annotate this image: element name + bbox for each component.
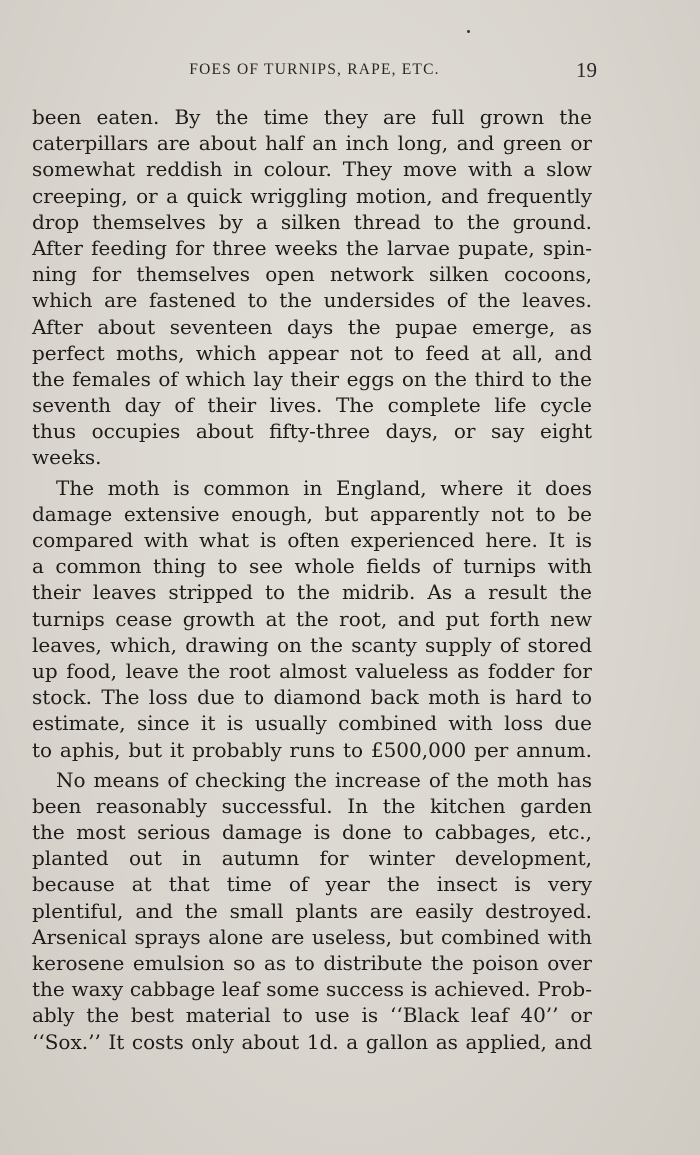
text-line: which are fastened to the undersides of the leaves. — [32, 288, 592, 313]
page-header — [32, 58, 597, 88]
text-line: the females of which lay their eggs on the third to the — [32, 366, 592, 391]
text-line: ably the best material to use is ‘‘Black leaf 40’’ or — [32, 1003, 592, 1028]
text-line: The moth is common in England, where it does — [56, 475, 592, 500]
text-line: the waxy cabbage leaf some success is achieved. Prob- — [32, 977, 592, 1002]
paragraph-1 — [32, 104, 592, 471]
text-line: their leaves stripped to the midrib. As a result the — [32, 580, 592, 605]
text-line: stock. The loss due to diamond back moth is hard to — [32, 685, 592, 710]
text-line: up food, leave the root almost valueless as fodder for — [32, 658, 592, 683]
text-line: drop themselves by a silken thread to the ground. — [32, 209, 592, 234]
text-line: because at that time of year the insect is very — [32, 872, 592, 897]
text-line: leaves, which, drawing on the scanty supply of stored — [32, 632, 592, 657]
text-line: No means of checking the increase of the moth has — [56, 767, 592, 792]
text-line: After about seventeen days the pupae emerge, as — [32, 314, 592, 339]
text-line: been eaten. By the time they are full grown the — [32, 105, 592, 129]
text-line: a common thing to see whole fields of turnips with — [32, 554, 592, 579]
text-line: somewhat reddish in colour. They move with a slow — [32, 157, 592, 182]
text-line: ‘‘Sox.’’ It costs only about 1d. a gallon as applied, and — [32, 1029, 592, 1054]
text-line: perfect moths, which appear not to feed at all, and — [32, 340, 592, 365]
text-line: planted out in autumn for winter development, — [32, 846, 592, 871]
text-line: plentiful, and the small plants are easily destroyed. — [32, 898, 592, 923]
text-line: kerosene emulsion so as to distribute the poison over — [32, 951, 592, 975]
text-line: estimate, since it is usually combined with loss due — [32, 711, 592, 736]
text-line: damage extensive enough, but apparently not to be — [32, 501, 592, 526]
text-line: to aphis, but it probably runs to £500,000 per annum. — [32, 737, 592, 762]
text-line: creeping, or a quick wriggling motion, and frequently — [32, 183, 592, 208]
text-line: seventh day of their lives. The complete life cycle — [32, 393, 592, 418]
text-line: compared with what is often experienced here. It is — [32, 528, 592, 552]
text-line: turnips cease growth at the root, and put forth new — [32, 606, 592, 631]
text-line: been reasonably successful. In the kitchen garden — [32, 793, 592, 818]
text-line: Arsenical sprays alone are useless, but combined with — [32, 924, 592, 949]
text-line: ning for themselves open network silken cocoons, — [32, 262, 592, 287]
paragraph-3 — [32, 767, 592, 1055]
text-line: the most serious damage is done to cabbages, etc., — [32, 820, 592, 845]
page-number: 19 — [576, 58, 597, 82]
text-line: thus occupies about fifty-three days, or say eight — [32, 419, 592, 444]
text-line: weeks. — [32, 445, 102, 470]
text-line: After feeding for three weeks the larvae pupate, spin- — [32, 235, 592, 260]
print-speck — [467, 30, 470, 33]
text-line: caterpillars are about half an inch long, and green or — [32, 131, 592, 156]
body-text — [32, 104, 592, 1055]
running-head: FOES OF TURNIPS, RAPE, ETC. — [189, 61, 440, 78]
paragraph-2 — [32, 475, 592, 763]
